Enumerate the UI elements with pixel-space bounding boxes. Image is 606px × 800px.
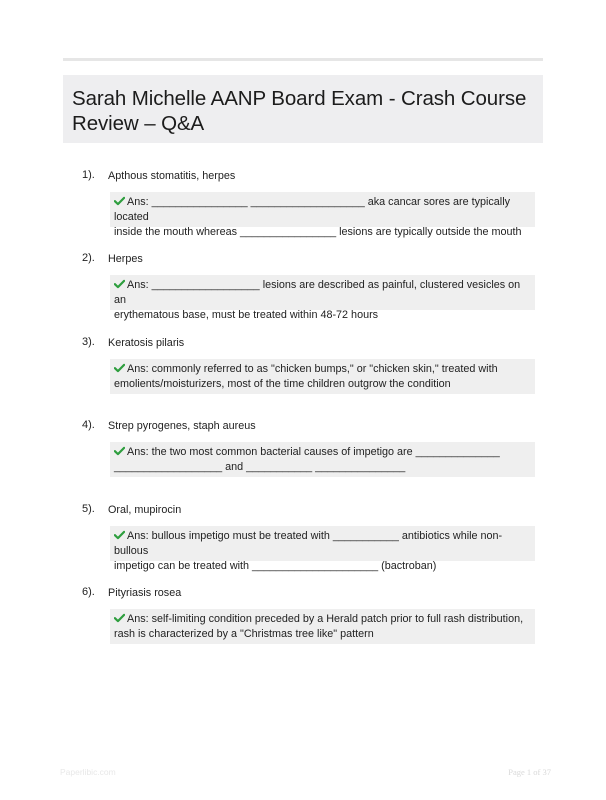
check-icon bbox=[114, 363, 125, 373]
check-icon bbox=[114, 613, 125, 623]
question-number: 4). bbox=[82, 419, 95, 431]
answer-line-1 bbox=[114, 278, 531, 308]
answer-text-line-1: Ans: self-limiting condition preceded by a Herald patch prior to full rash distribution, bbox=[127, 613, 524, 625]
question-text: Pityriasis rosea bbox=[108, 587, 182, 599]
answer-text-line-1: Ans: the two most common bacterial causes of impetigo are ______________ bbox=[127, 446, 500, 458]
answer-text-line-2: __________________ and ___________ _______________ bbox=[114, 461, 406, 473]
answer-text-line-2: inside the mouth whereas ________________ lesions are typically outside the mouth bbox=[114, 226, 522, 238]
footer-watermark: Paperlibic.com bbox=[60, 767, 116, 777]
answer-text-line-2: rash is characterized by a "Christmas tree like" pattern bbox=[114, 628, 374, 640]
question-number: 3). bbox=[82, 336, 95, 348]
answer-text-line-1: Ans: ________________ ___________________ aka cancar sores are typically located bbox=[114, 196, 510, 223]
answer-text-line-2: erythematous base, must be treated within 48-72 hours bbox=[114, 309, 379, 321]
answer-box bbox=[110, 526, 535, 572]
title-banner bbox=[63, 75, 543, 143]
answer-text-line-1: Ans: __________________ lesions are described as painful, clustered vesicles on an bbox=[114, 279, 521, 306]
question-text: Strep pyrogenes, staph aureus bbox=[108, 420, 256, 432]
answer-box bbox=[110, 359, 535, 394]
check-icon bbox=[114, 196, 125, 206]
answer-box bbox=[110, 442, 535, 477]
answer-box bbox=[110, 275, 535, 321]
question-number: 2). bbox=[82, 252, 95, 264]
question-text: Oral, mupirocin bbox=[108, 504, 182, 516]
answer-line-1 bbox=[114, 195, 531, 225]
document-title: Sarah Michelle AANP Board Exam - Crash Course Review – Q&A bbox=[72, 87, 527, 135]
question-text: Apthous stomatitis, herpes bbox=[108, 170, 236, 182]
question-number: 5). bbox=[82, 503, 95, 515]
answer-line-1 bbox=[114, 362, 531, 377]
check-icon bbox=[114, 530, 125, 540]
check-icon bbox=[114, 279, 125, 289]
answer-text-line-2: impetigo can be treated with _____________________ (bactroban) bbox=[114, 560, 437, 572]
question-text: Keratosis pilaris bbox=[108, 337, 185, 349]
top-divider bbox=[63, 58, 543, 61]
question-number: 6). bbox=[82, 586, 95, 598]
question-number: 1). bbox=[82, 169, 95, 181]
answer-box bbox=[110, 609, 535, 644]
answer-text-line-1: Ans: commonly referred to as "chicken bumps," or "chicken skin," treated with bbox=[127, 363, 498, 375]
answer-line-1 bbox=[114, 612, 531, 627]
answer-line-1 bbox=[114, 529, 531, 559]
answer-box bbox=[110, 192, 535, 238]
answer-text-line-2: emolients/moisturizers, most of the time children outgrow the condition bbox=[114, 378, 451, 390]
check-icon bbox=[114, 446, 125, 456]
answer-text-line-1: Ans: bullous impetigo must be treated with ___________ antibiotics while non-bullous bbox=[114, 530, 503, 557]
answer-line-1 bbox=[114, 445, 531, 460]
question-text: Herpes bbox=[108, 253, 143, 265]
page-number: Page 1 of 37 bbox=[508, 767, 551, 777]
